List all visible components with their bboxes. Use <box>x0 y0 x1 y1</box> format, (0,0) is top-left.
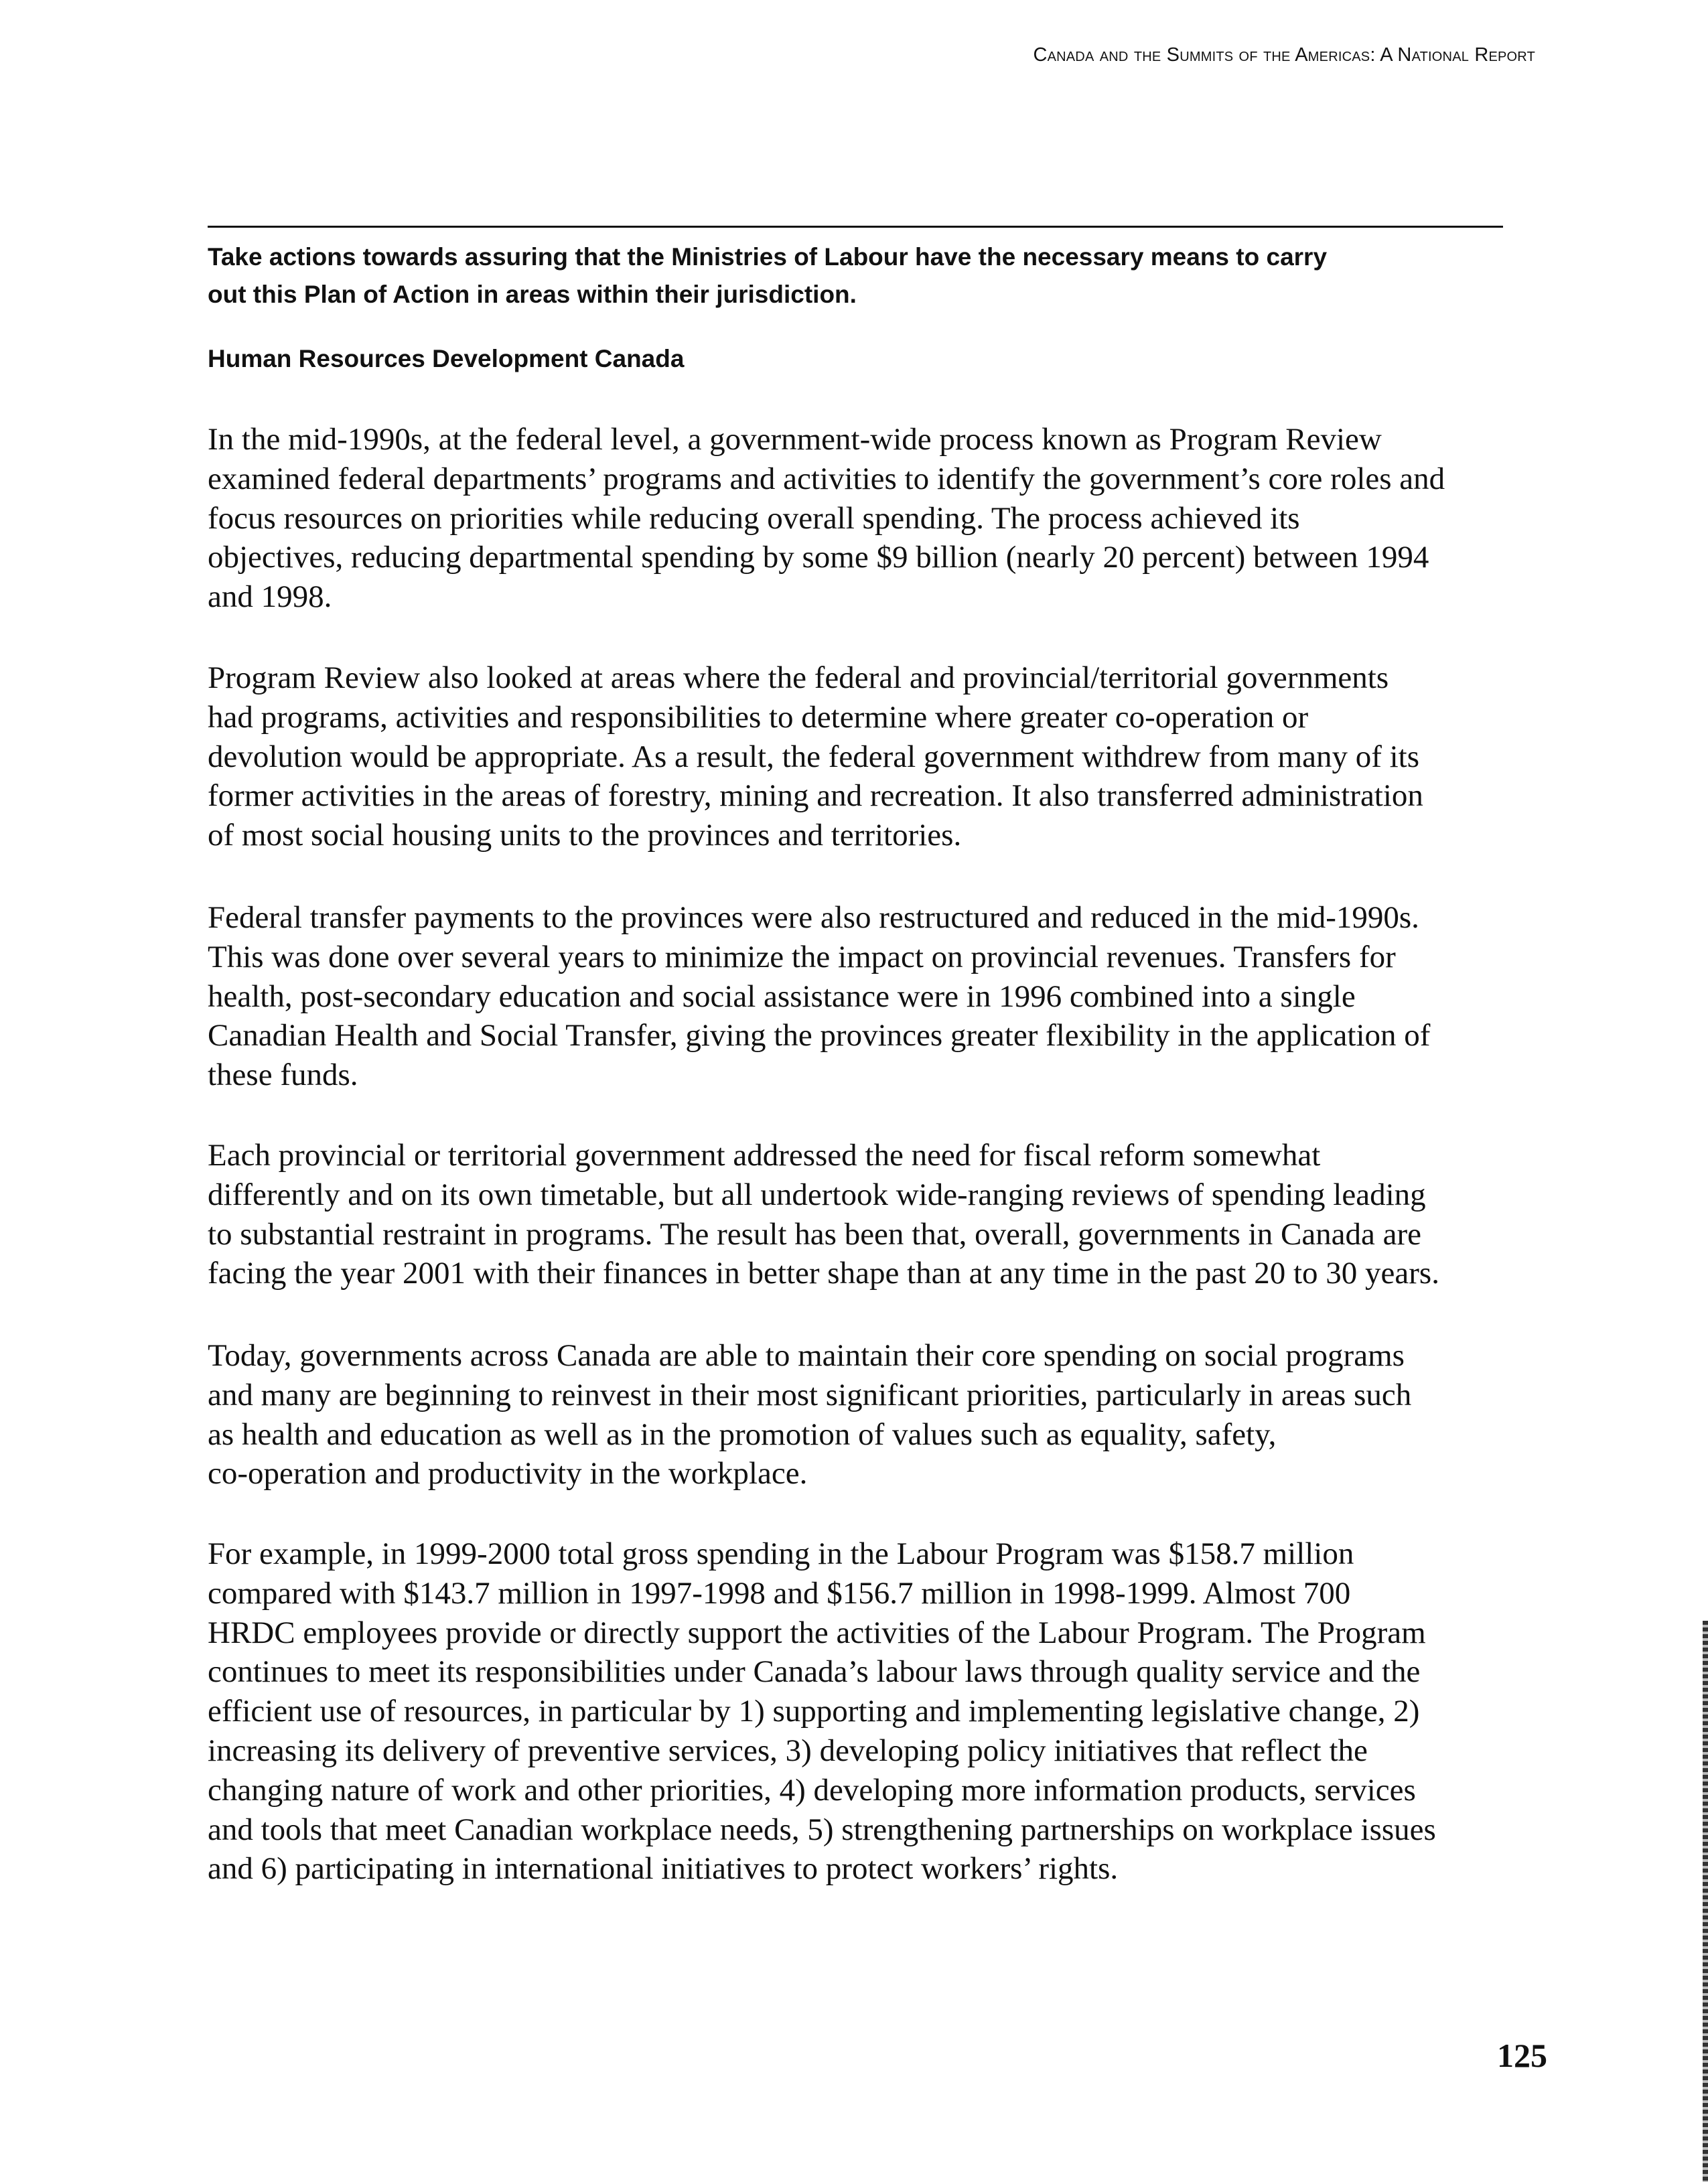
paragraph-transfer-payments <box>208 898 1547 1095</box>
paragraph-line: Each provincial or territorial government addressed the need for fiscal reform somewhat <box>208 1138 1321 1173</box>
paragraph-line: facing the year 2001 with their finances in better shape than at any time in the past 20 to 30 years. <box>208 1256 1439 1291</box>
scan-edge-artifact <box>1703 1621 1708 2182</box>
paragraph-line: continues to meet its responsibilities under Canada’s labour laws through quality service and the <box>208 1654 1421 1690</box>
paragraph-line: HRDC employees provide or directly support the activities of the Labour Program. The Program <box>208 1615 1426 1650</box>
paragraph-labour-program <box>208 1534 1547 1889</box>
paragraph-line: to substantial restraint in programs. The result has been that, overall, governments in Canada are <box>208 1216 1422 1252</box>
paragraph-line: devolution would be appropriate. As a result, the federal government withdrew from many of its <box>208 739 1420 774</box>
section-heading: Human Resources Development Canada <box>208 345 685 372</box>
paragraph-line: This was done over several years to minimize the impact on provincial revenues. Transfers for <box>208 939 1396 974</box>
paragraph-federal-provincial <box>208 658 1547 855</box>
paragraph-line: of most social housing units to the provinces and territories. <box>208 818 962 853</box>
paragraph-line: and many are beginning to reinvest in their most significant priorities, particularly in areas such <box>208 1377 1412 1412</box>
paragraph-reinvestment <box>208 1336 1547 1494</box>
paragraph-program-review <box>208 420 1547 617</box>
paragraph-line: increasing its delivery of preventive services, 3) developing policy initiatives that reflect the <box>208 1733 1368 1768</box>
paragraph-line: compared with $143.7 million in 1997-1998 and $156.7 million in 1998-1999. Almost 700 <box>208 1575 1351 1611</box>
paragraph-line: and 6) participating in international initiatives to protect workers’ rights. <box>208 1851 1119 1887</box>
paragraph-line: these funds. <box>208 1058 358 1093</box>
paragraph-line: examined federal departments’ programs and activities to identify the government’s core roles and <box>208 461 1445 496</box>
running-header: Canada and the Summits of the Americas: A National Report <box>1033 44 1535 66</box>
paragraph-line: efficient use of resources, in particular by 1) supporting and implementing legislative change, 2) <box>208 1694 1420 1729</box>
paragraph-line: For example, in 1999-2000 total gross spending in the Labour Program was $158.7 million <box>208 1536 1354 1571</box>
action-heading-line: Take actions towards assuring that the Ministries of Labour have the necessary means to carry <box>208 243 1328 271</box>
paragraph-line: differently and on its own timetable, but all undertook wide-ranging reviews of spending leading <box>208 1177 1426 1212</box>
paragraph-line: had programs, activities and responsibilities to determine where greater co-operation or <box>208 699 1309 735</box>
paragraph-line: Canadian Health and Social Transfer, giving the provinces greater flexibility in the application of <box>208 1018 1431 1053</box>
paragraph-line: and tools that meet Canadian workplace needs, 5) strengthening partnerships on workplace issues <box>208 1812 1436 1847</box>
paragraph-line: changing nature of work and other priorities, 4) developing more information products, services <box>208 1772 1416 1808</box>
paragraph-line: former activities in the areas of forestry, mining and recreation. It also transferred administration <box>208 778 1423 814</box>
page-number: 125 <box>1497 2037 1547 2074</box>
paragraph-line: focus resources on priorities while reducing overall spending. The process achieved its <box>208 500 1300 536</box>
paragraph-line: Today, governments across Canada are able to maintain their core spending on social programs <box>208 1338 1405 1373</box>
paragraph-line: co-operation and productivity in the workplace. <box>208 1456 808 1492</box>
paragraph-line: health, post-secondary education and social assistance were in 1996 combined into a single <box>208 978 1356 1014</box>
paragraph-line: Program Review also looked at areas where the federal and provincial/territorial governments <box>208 660 1389 695</box>
section-rule <box>208 226 1503 228</box>
paragraph-fiscal-reform <box>208 1136 1547 1293</box>
paragraph-line: Federal transfer payments to the provinces were also restructured and reduced in the mid-1990s. <box>208 900 1419 935</box>
action-heading-line: out this Plan of Action in areas within their jurisdiction. <box>208 281 857 308</box>
paragraph-line: objectives, reducing departmental spending by some $9 billion (nearly 20 percent) between 1994 <box>208 540 1429 575</box>
paragraph-line: and 1998. <box>208 579 332 615</box>
paragraph-line: In the mid-1990s, at the federal level, a government-wide process known as Program Review <box>208 422 1382 457</box>
paragraph-line: as health and education as well as in the promotion of values such as equality, safety, <box>208 1416 1277 1452</box>
action-heading <box>208 238 1541 313</box>
